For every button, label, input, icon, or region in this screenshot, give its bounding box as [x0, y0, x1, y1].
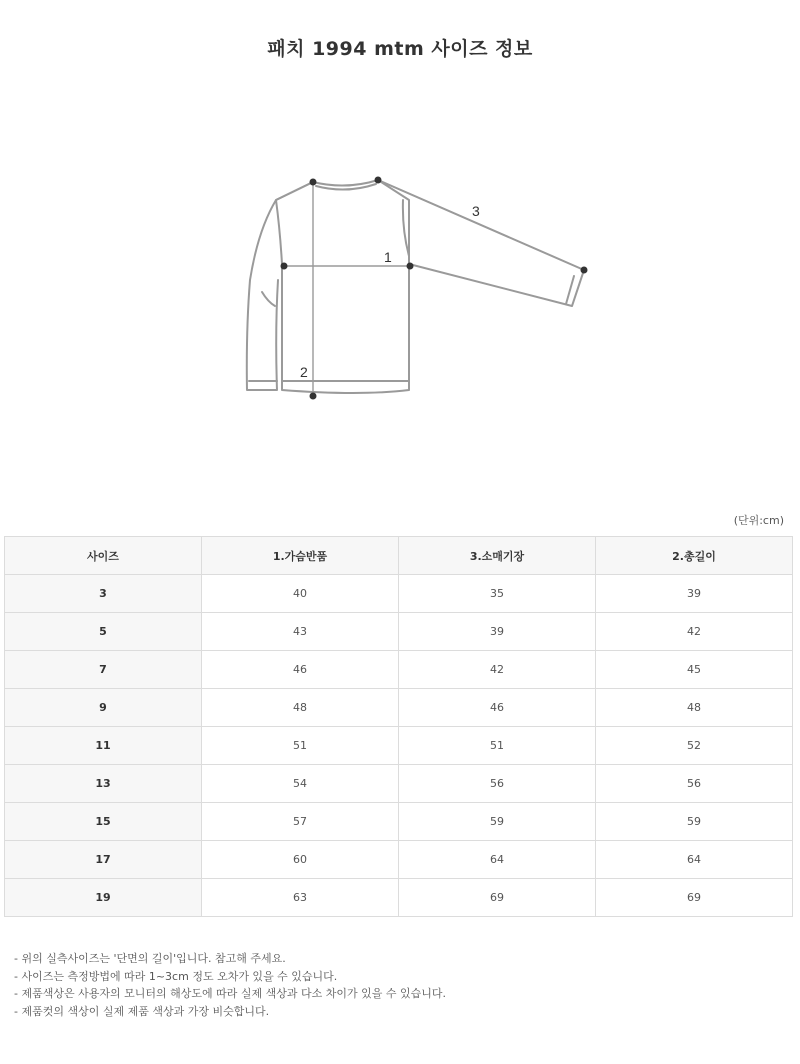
- table-cell: 39: [399, 613, 596, 651]
- column-header: 2.총길이: [596, 537, 793, 575]
- table-cell: 54: [202, 765, 399, 803]
- table-cell: 69: [596, 879, 793, 917]
- table-cell: 45: [596, 651, 793, 689]
- table-cell: 52: [596, 727, 793, 765]
- measure-point: [375, 177, 382, 184]
- table-row: [5, 613, 793, 651]
- table-cell: 46: [202, 651, 399, 689]
- table-cell: 51: [202, 727, 399, 765]
- size-cell: 15: [5, 803, 202, 841]
- size-cell: 13: [5, 765, 202, 803]
- table-cell: 35: [399, 575, 596, 613]
- table-cell: 64: [399, 841, 596, 879]
- table-row: [5, 651, 793, 689]
- table-row: [5, 727, 793, 765]
- size-cell: 17: [5, 841, 202, 879]
- sweatshirt-measurement-diagram: [0, 160, 800, 410]
- table-cell: 63: [202, 879, 399, 917]
- column-header: 사이즈: [5, 537, 202, 575]
- sweatshirt-body-outline: [276, 180, 409, 393]
- table-row: [5, 689, 793, 727]
- length-measure-label: 2: [300, 364, 308, 380]
- size-cell: 11: [5, 727, 202, 765]
- measure-point: [310, 393, 317, 400]
- table-cell: 43: [202, 613, 399, 651]
- column-header: 3.소매기장: [399, 537, 596, 575]
- measure-point: [407, 263, 414, 270]
- note-item: - 사이즈는 측정방법에 따라 1~3cm 정도 오차가 있을 수 있습니다.: [14, 969, 338, 983]
- table-cell: 39: [596, 575, 793, 613]
- sleeve-measure-label: 3: [472, 203, 480, 219]
- unit-label: (단위:cm): [733, 514, 784, 527]
- measure-point: [281, 263, 288, 270]
- table-row: [5, 575, 793, 613]
- size-cell: 9: [5, 689, 202, 727]
- table-cell: 59: [399, 803, 596, 841]
- table-cell: 48: [202, 689, 399, 727]
- chest-measure-label: 1: [384, 249, 392, 265]
- table-cell: 40: [202, 575, 399, 613]
- size-cell: 5: [5, 613, 202, 651]
- table-cell: 64: [596, 841, 793, 879]
- table-row: [5, 765, 793, 803]
- measure-point: [310, 179, 317, 186]
- table-row: [5, 879, 793, 917]
- table-cell: 57: [202, 803, 399, 841]
- table-cell: 56: [596, 765, 793, 803]
- note-item: - 제품컷의 색상이 실제 제품 색상과 가장 비슷합니다.: [14, 1004, 270, 1018]
- table-cell: 42: [399, 651, 596, 689]
- table-cell: 59: [596, 803, 793, 841]
- table-row: [5, 841, 793, 879]
- table-cell: 42: [596, 613, 793, 651]
- measure-point: [581, 267, 588, 274]
- size-cell: 19: [5, 879, 202, 917]
- table-header-row: [5, 537, 793, 575]
- note-item: - 제품색상은 사용자의 모니터의 해상도에 따라 실제 색상과 다소 차이가 있을 수 있습니다.: [14, 987, 446, 1000]
- table-cell: 48: [596, 689, 793, 727]
- table-row: [5, 803, 793, 841]
- table-cell: 46: [399, 689, 596, 727]
- page-title: 패치 1994 mtm 사이즈 정보: [267, 38, 533, 60]
- table-cell: 56: [399, 765, 596, 803]
- size-cell: 7: [5, 651, 202, 689]
- notes-list: [14, 950, 446, 1020]
- size-table: [4, 536, 793, 917]
- table-cell: 69: [399, 879, 596, 917]
- size-cell: 3: [5, 575, 202, 613]
- note-item: - 위의 실측사이즈는 '단면의 길이'입니다. 참고해 주세요.: [14, 952, 286, 965]
- table-cell: 51: [399, 727, 596, 765]
- column-header: 1.가슴반품: [202, 537, 399, 575]
- table-cell: 60: [202, 841, 399, 879]
- left-sleeve-outline: [247, 182, 313, 390]
